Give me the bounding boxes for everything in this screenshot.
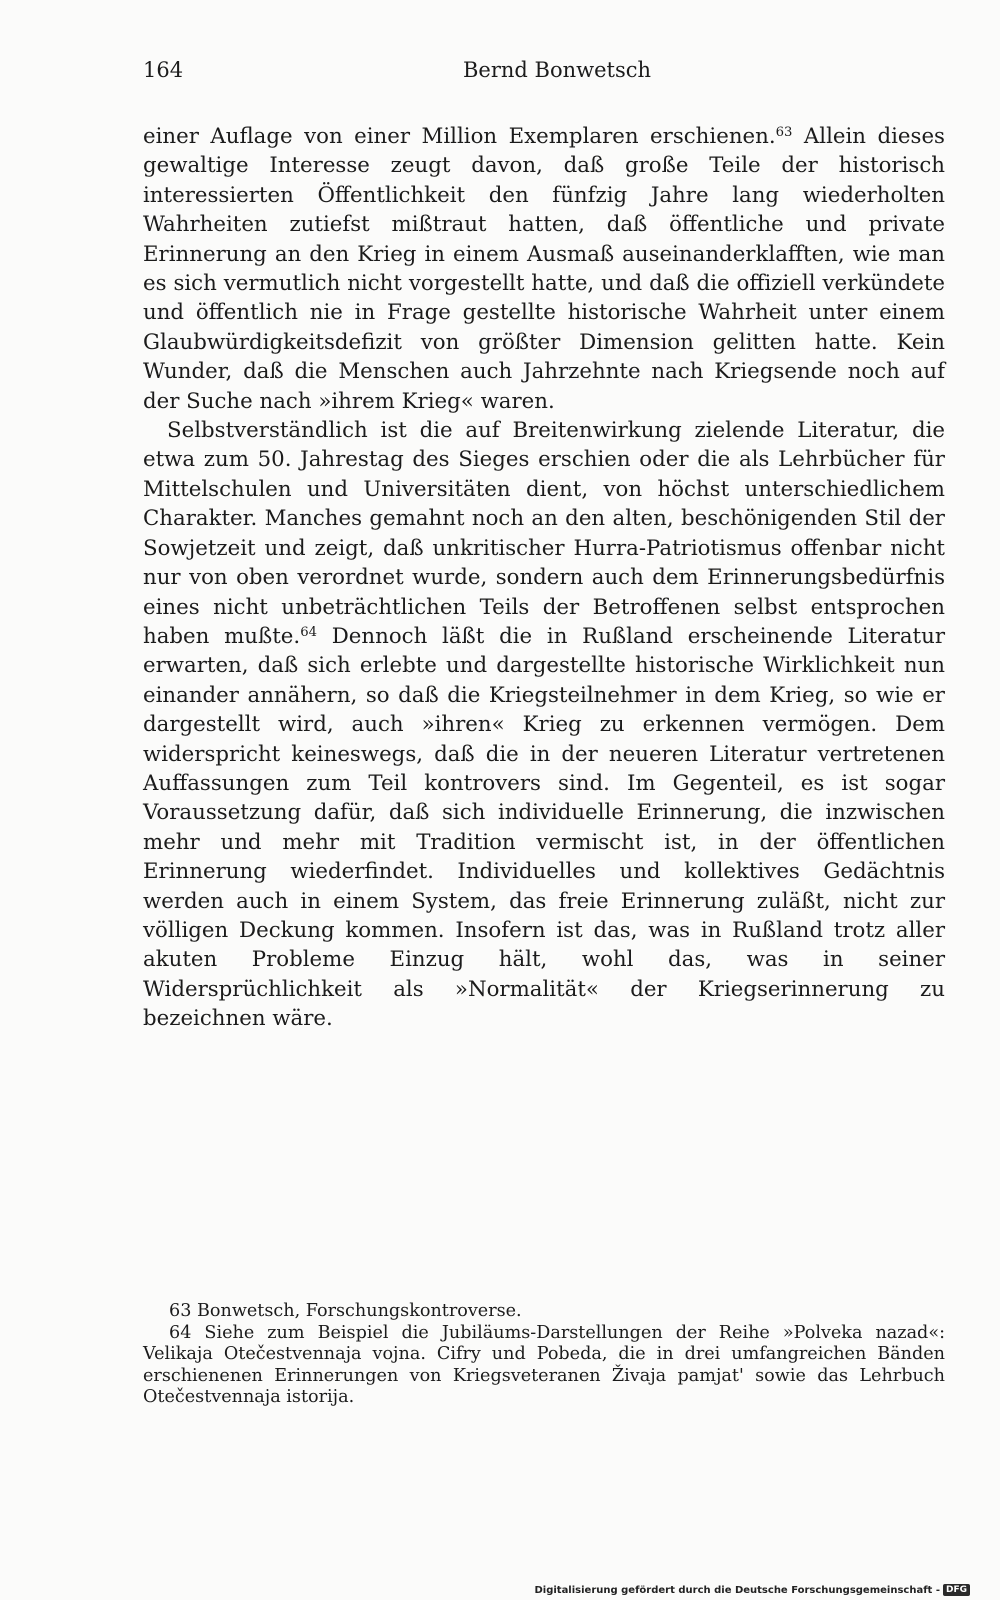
paragraph — [143, 416, 945, 1034]
credit-text: Digitalisierung gefördert durch die Deutsche Forschungsgemeinschaft - — [534, 1584, 940, 1596]
paragraph-text: Dennoch läßt die in Rußland erscheinende Literatur erwarten, daß sich erlebte und dargestellte historische Wirklichkeit nun einander annähern, so daß die Kriegsteilnehmer in dem Krieg, so wie er dargestellt wird, auch »ihren« Krieg zu erkennen vermögen. Dem widerspricht keineswegs, daß die in der neueren Literatur vertretenen Auffassungen zum Teil kontrovers sind. Im Gegenteil, es ist sogar Voraussetzung dafür, daß sich individuelle Erinnerung, die inzwischen mehr und mehr mit Tradition vermischt ist, in der öffentlichen Erinnerung wiederfindet. Individuelles und kollektives Gedächtnis werden auch in einem System, das freie Erinnerung zuläßt, nicht zur völligen Deckung kommen. Insofern ist das, was in Rußland trotz aller akuten Probleme Einzug hält, wohl das, was in seiner Widersprüchlichkeit als »Normalität« der Kriegserinnerung zu bezeichnen wäre. — [143, 623, 946, 1032]
dfg-logo: DFG — [943, 1584, 970, 1596]
footnote-text: Siehe zum Beispiel die Jubiläums-Darstellungen der Reihe »Polveka nazad«: Velikaja Otečestvennaja vojna. Cifry und Pobeda, die in drei umfangreichen Bänden erschienenen Erinnerungen von Kriegsveteranen Živaja pamjat' sowie das Lehrbuch Otečestvennaja istorija. — [143, 1322, 946, 1408]
footnote-ref: 64 — [300, 624, 317, 640]
footnote-text: Bonwetsch, Forschungskontroverse. — [196, 1301, 522, 1321]
paragraph-text: Selbstverständlich ist die auf Breitenwirkung zielende Literatur, die etwa zum 50. Jahrestag des Sieges erschien oder die als Lehrbücher für Mittelschulen und Universitäten dient, von höchst unterschiedlichem Charakter. Manches gemahnt noch an den alten, beschönigenden Stil der Sowjetzeit und zeigt, daß unkritischer Hurra-Patriotismus offenbar nicht nur von oben verordnet wurde, sondern auch dem Erinnerungsbedürfnis eines nicht unbeträchtlichen Teils der Betroffenen selbst entsprochen haben mußte. — [143, 418, 945, 649]
paragraph-text: Allein dieses gewaltige Interesse zeugt davon, daß große Teile der historisch interessierten Öffentlichkeit den fünfzig Jahre lang wiederholten Wahrheiten zutiefst mißtraut hatten, daß öffentliche und private Erinnerung an den Krieg in einem Ausmaß auseinanderklafften, wie man es sich vermutlich nicht vorgestellt hatte, und daß die offiziell verkündete und öffentlich nie in Frage gestellte historische Wahrheit unter einem Glaubwürdigkeitsdefizit von größter Dimension gelitten hatte. Kein Wunder, daß die Menschen auch Jahrzehnte nach Kriegsende noch auf der Suche nach »ihrem Krieg« waren. — [143, 124, 945, 414]
footnote — [143, 1323, 945, 1409]
footnote — [143, 1301, 945, 1323]
paragraph — [143, 122, 945, 416]
footnote-ref: 63 — [775, 124, 793, 140]
running-head: Bernd Bonwetsch — [463, 58, 652, 82]
body-text — [143, 122, 945, 1034]
footnote-number: 64 — [169, 1322, 192, 1343]
paragraph-text: einer Auflage von einer Million Exemplaren erschienen. — [143, 124, 776, 149]
footnotes — [143, 1301, 945, 1409]
digitization-credit — [534, 1584, 970, 1596]
footnote-number: 63 — [169, 1301, 192, 1321]
page-number: 164 — [143, 58, 184, 82]
